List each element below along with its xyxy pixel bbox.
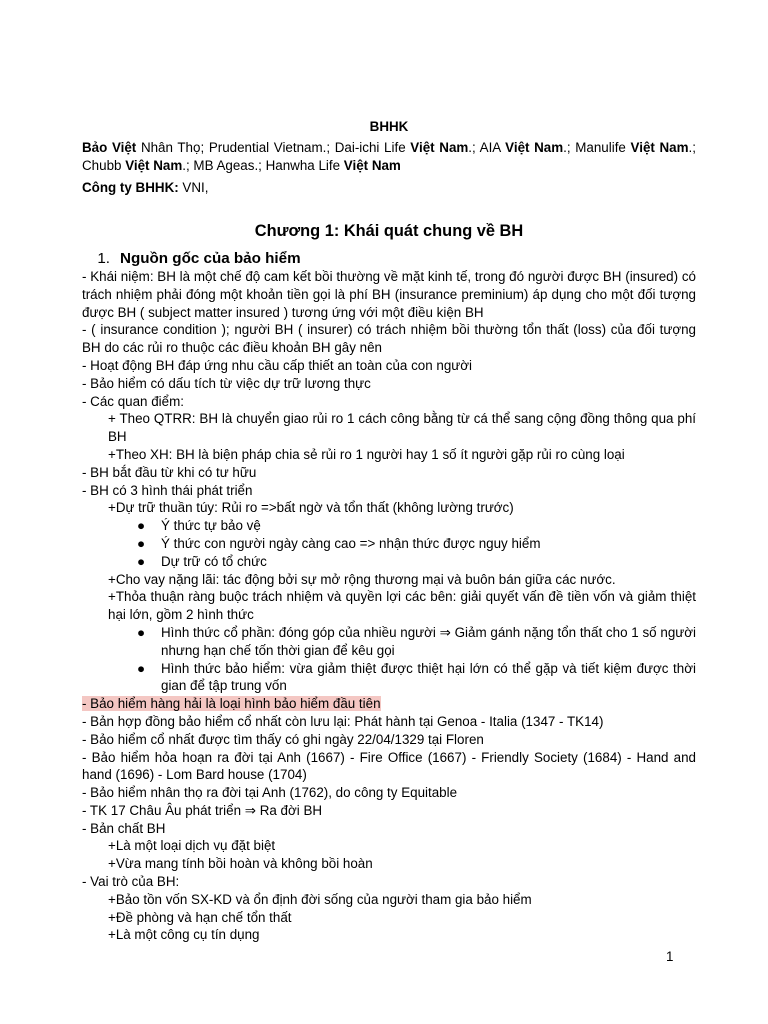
bullet-item xyxy=(82,660,696,696)
text-line: +Theo XH: BH là biện pháp chia sẻ rủi ro 1 người hay 1 số ít người gặp rủi ro cùng loại xyxy=(108,446,625,462)
text-line: - Bảo hiểm cổ nhất được tìm thấy có ghi ngày 22/04/1329 tại Floren xyxy=(82,731,484,747)
text-line: - Khái niệm: BH là một chế độ cam kết bồi thường về mặt kinh tế, trong đó người được BH (insured) có trách nhiệm phải đóng một khoản tiền gọi là phí BH (insurance preminium) áp dụng cho một đối tượng được BH ( subject matter insured ) tương ứng với một điều kiện BH xyxy=(82,268,696,320)
text-line: - Bảo hiểm nhân thọ ra đời tại Anh (1762), do công ty Equitable xyxy=(82,785,458,801)
highlighted-line xyxy=(82,695,696,713)
text-line: - TK 17 Châu Âu phát triển ⇒ Ra đời BH xyxy=(82,802,323,818)
bullet-icon: ● xyxy=(137,553,146,569)
text-line: - Hoạt động BH đáp ứng nhu cầu cấp thiết an toàn của con người xyxy=(82,357,473,373)
bullet-item xyxy=(82,553,696,571)
text-line: +Thỏa thuận ràng buộc trách nhiệm và quyền lợi các bên: giải quyết vấn đề tiền vốn và giảm thiệt hại lớn, gồm 2 hình thức xyxy=(108,589,696,623)
bullet-item xyxy=(82,535,696,553)
bullet-icon: ● xyxy=(137,518,146,534)
text-line: + Theo QTRR: BH là chuyển giao rủi ro 1 cách công bằng từ cá thể sang cộng đồng thông qua phí BH xyxy=(108,411,696,445)
company-text: .; AIA xyxy=(468,139,506,155)
company-text: .; Chubb xyxy=(82,139,696,173)
bullet-text: Ý thức tự bảo vệ xyxy=(161,518,261,534)
reinsurer-value: VNI, xyxy=(178,180,209,196)
text-line: +Là một công cụ tín dụng xyxy=(108,927,260,943)
company-bold: Việt Nam xyxy=(125,157,183,173)
company-text: .; Manulife xyxy=(563,139,631,155)
text-line: - BH bắt đầu từ khi có tư hữu xyxy=(82,464,257,480)
bullet-icon: ● xyxy=(137,624,146,640)
company-bold: Việt Nam xyxy=(630,139,689,155)
text-line: +Dự trữ thuần túy: Rủi ro =>bất ngờ và tổn thất (không lường trước) xyxy=(108,500,514,516)
text-line: - Vai trò của BH: xyxy=(82,874,180,890)
section-heading xyxy=(82,250,696,268)
text-line: - Bảo hiểm hỏa hoạn ra đời tại Anh (1667) - Fire Office (1667) - Friendly Society (1684) - Hand and hand (1696) - Lom Bard house (1704) xyxy=(82,749,696,783)
text-line: - Các quan điểm: xyxy=(82,393,184,409)
text-line: - ( insurance condition ); người BH ( insurer) có trách nhiệm bồi thường tổn thất (loss) của đối tượng BH do các rủi ro thuộc các điều khoản BH gây nên xyxy=(82,322,696,356)
text-line: - BH có 3 hình thái phát triển xyxy=(82,482,253,498)
chapter-title: Chương 1: Khái quát chung về BH xyxy=(254,222,524,241)
bullet-icon: ● xyxy=(137,535,146,551)
company-text: .; MB Ageas.; Hanwha Life xyxy=(182,157,344,173)
reinsurer-line xyxy=(82,179,696,197)
text-line: +Bảo tồn vốn SX-KD và ổn định đời sống của người tham gia bảo hiểm xyxy=(108,891,532,907)
bullet-item xyxy=(82,517,696,535)
text-line: +Đề phòng và hạn chế tổn thất xyxy=(108,909,292,925)
text-line: +Cho vay nặng lãi: tác động bởi sự mở rộng thương mại và buôn bán giữa các nước. xyxy=(108,571,616,587)
bullet-text: Ý thức con người ngày càng cao => nhận thức được nguy hiểm xyxy=(161,535,541,551)
company-bold: Việt Nam xyxy=(343,157,401,173)
text-line: +Là một loại dịch vụ đặt biệt xyxy=(108,838,276,854)
section-title: Nguồn gốc của bảo hiểm xyxy=(120,249,301,267)
company-bold: Việt Nam xyxy=(410,139,469,155)
bullet-text: Dự trữ có tổ chức xyxy=(161,553,267,569)
section-number: 1. xyxy=(97,249,110,267)
text-line: - Bản hợp đồng bảo hiểm cổ nhất còn lưu lại: Phát hành tại Genoa - Italia (1347 - TK14) xyxy=(82,713,604,729)
page-content xyxy=(82,118,696,944)
company-bold: Việt Nam xyxy=(505,139,564,155)
company-bold: Bảo Việt xyxy=(82,139,137,155)
bullet-item xyxy=(82,624,696,660)
text-line: - Bảo hiểm có dấu tích từ việc dự trữ lương thực xyxy=(82,375,371,391)
highlighted-text: - Bảo hiểm hàng hải là loại hình bảo hiểm đầu tiên xyxy=(82,696,381,712)
reinsurer-label: Công ty BHHK: xyxy=(82,180,179,196)
page-number: 1 xyxy=(666,949,674,964)
bullet-icon: ● xyxy=(137,660,146,676)
document-title: BHHK xyxy=(369,119,409,134)
text-line: +Vừa mang tính bồi hoàn và không bồi hoàn xyxy=(108,856,373,872)
text-line: - Bản chất BH xyxy=(82,820,166,836)
company-text: Nhân Thọ; Prudential Vietnam.; Dai-ichi Life xyxy=(136,139,411,155)
bullet-text: Hình thức bảo hiểm: vừa giảm thiệt được thiệt hại lớn có thể gặp và tiết kiệm được thời gian để tập trung vốn xyxy=(161,660,696,694)
company-list xyxy=(82,139,696,175)
bullet-text: Hình thức cổ phần: đóng góp của nhiều người ⇒ Giảm gánh nặng tổn thất cho 1 số người nhưng hạn chế tốn thời gian để kêu gọi xyxy=(161,624,696,658)
